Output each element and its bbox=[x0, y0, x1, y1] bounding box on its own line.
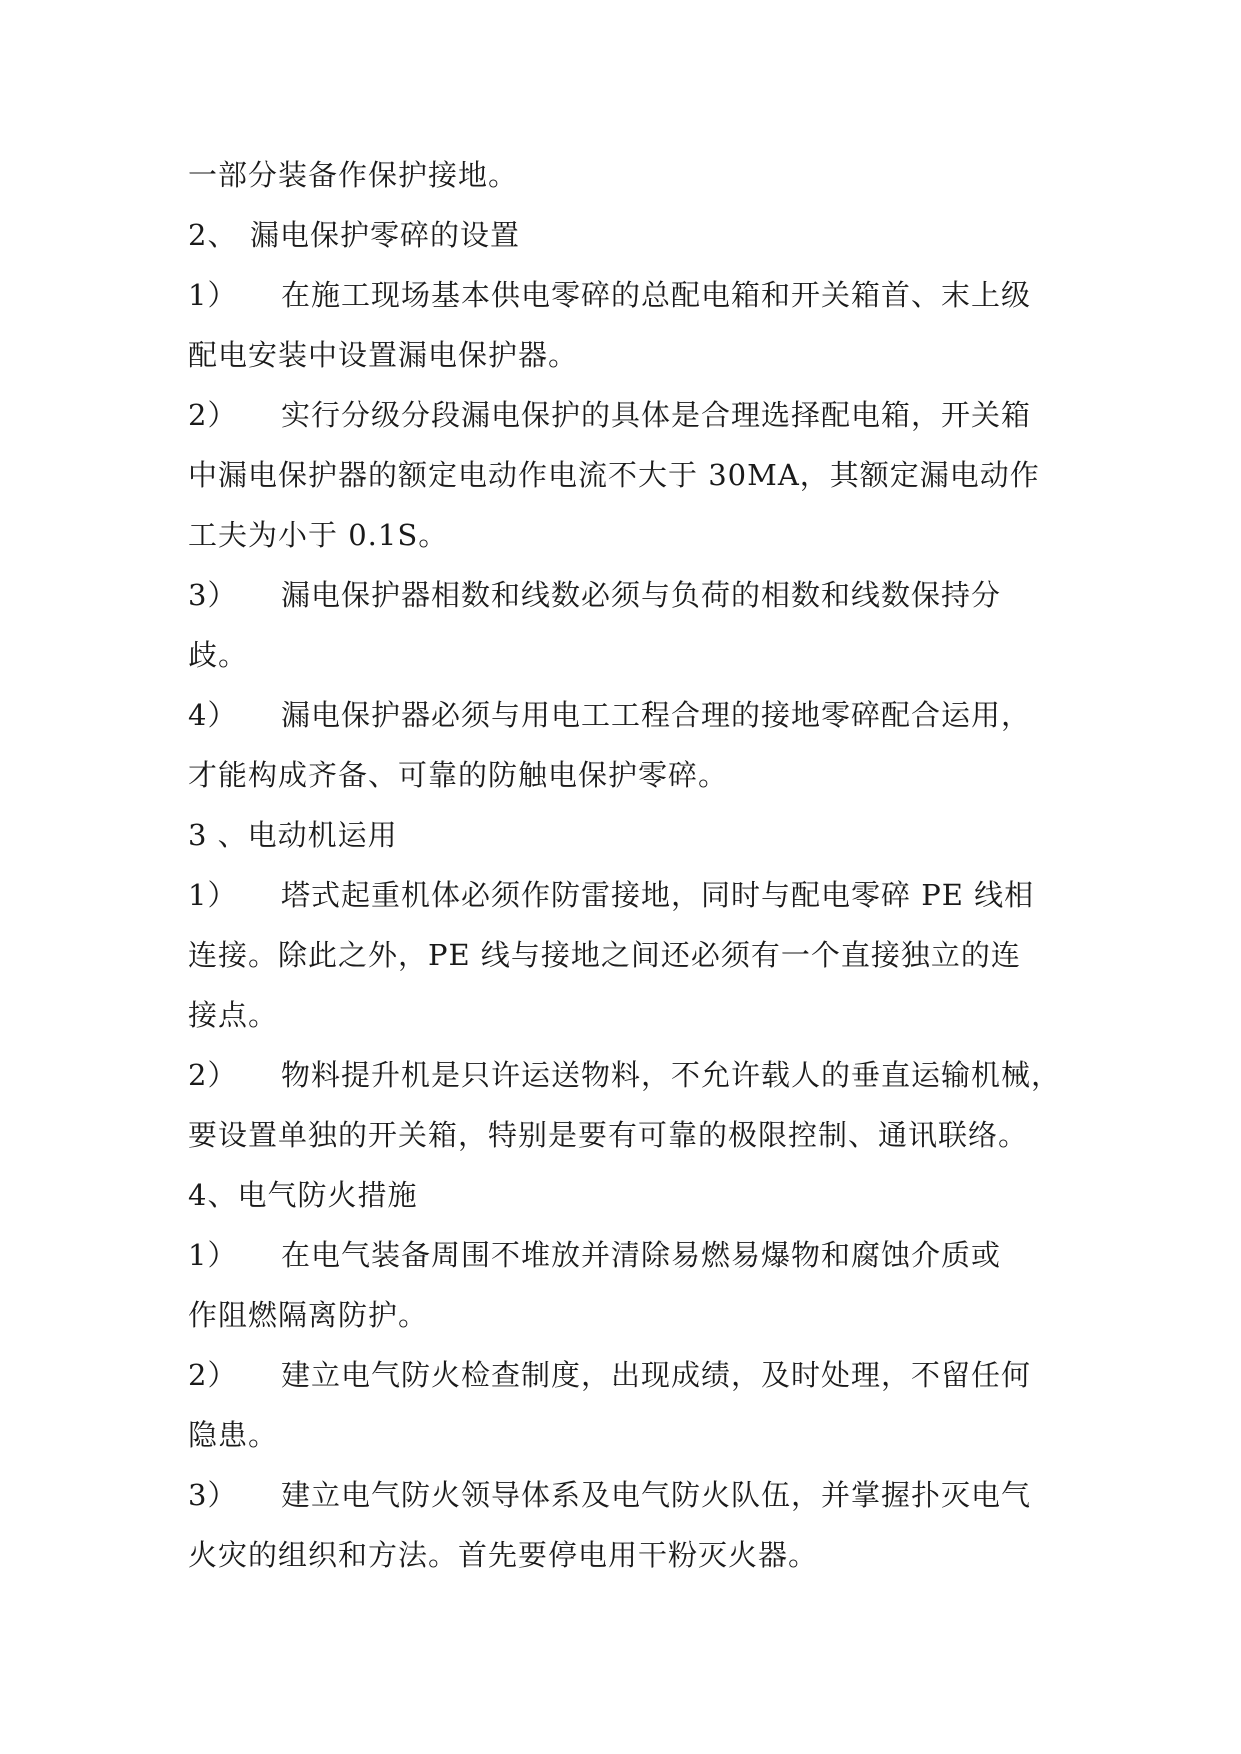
text-line bbox=[188, 1465, 1058, 1525]
item-number: 1） bbox=[188, 1238, 238, 1272]
line-text: 一部分装备作保护接地。 bbox=[188, 158, 519, 192]
text-line bbox=[188, 805, 1058, 865]
line-text: 漏电保护器相数和线数必须与负荷的相数和线数保持分 bbox=[281, 578, 1002, 612]
line-text: 在施工现场基本供电零碎的总配电箱和开关箱首、末上级 bbox=[281, 278, 1032, 312]
text-line bbox=[188, 745, 1058, 805]
line-text: 中漏电保护器的额定电动作电流不大于 30MA，其额定漏电动作 bbox=[188, 458, 1040, 492]
line-text: 漏电保护器必须与用电工工程合理的接地零碎配合运用， bbox=[281, 698, 1032, 732]
text-line bbox=[188, 1525, 1058, 1585]
item-number: 1） bbox=[188, 278, 238, 312]
line-text: 才能构成齐备、可靠的防触电保护零碎。 bbox=[188, 758, 729, 792]
item-number: 4） bbox=[188, 698, 238, 732]
text-line bbox=[188, 1105, 1058, 1165]
line-text: 建立电气防火检查制度，出现成绩，及时处理，不留任何 bbox=[281, 1358, 1032, 1392]
text-line bbox=[188, 1405, 1058, 1465]
line-text: 隐患。 bbox=[188, 1418, 279, 1452]
item-number: 2） bbox=[188, 398, 238, 432]
text-line bbox=[188, 625, 1058, 685]
text-line bbox=[188, 265, 1058, 325]
line-text: 建立电气防火领导体系及电气防火队伍，并掌握扑灭电气 bbox=[281, 1478, 1032, 1512]
text-line bbox=[188, 445, 1058, 505]
line-text: 工夫为小于 0.1S。 bbox=[188, 518, 449, 552]
line-text: 物料提升机是只许运送物料，不允许载人的垂直运输机械， bbox=[281, 1058, 1062, 1092]
document-body bbox=[188, 145, 1062, 1585]
text-line bbox=[188, 325, 1058, 385]
line-text: 塔式起重机体必须作防雷接地，同时与配电零碎 PE 线相 bbox=[281, 878, 1035, 912]
line-text: 作阻燃隔离防护。 bbox=[188, 1298, 429, 1332]
text-line bbox=[188, 865, 1058, 925]
item-number: 2） bbox=[188, 1058, 238, 1092]
text-line bbox=[188, 1165, 1058, 1225]
item-number: 1） bbox=[188, 878, 238, 912]
line-text: 4、电气防火措施 bbox=[188, 1178, 418, 1212]
text-line bbox=[188, 505, 1058, 565]
item-number: 3） bbox=[188, 1478, 238, 1512]
line-text: 要设置单独的开关箱，特别是要有可靠的极限控制、通讯联络。 bbox=[188, 1118, 1029, 1152]
text-line bbox=[188, 1345, 1058, 1405]
line-text: 在电气装备周围不堆放并清除易燃易爆物和腐蚀介质或 bbox=[281, 1238, 1002, 1272]
line-text: 实行分级分段漏电保护的具体是合理选择配电箱，开关箱 bbox=[281, 398, 1032, 432]
line-text: 配电安装中设置漏电保护器。 bbox=[188, 338, 579, 372]
text-line bbox=[188, 145, 1058, 205]
line-text: 火灾的组织和方法。首先要停电用干粉灭火器。 bbox=[188, 1538, 819, 1572]
text-line bbox=[188, 205, 1058, 265]
line-text: 漏电保护零碎的设置 bbox=[250, 218, 521, 252]
line-text: 歧。 bbox=[188, 638, 249, 672]
line-text: 3 、电动机运用 bbox=[188, 818, 398, 852]
text-line bbox=[188, 385, 1058, 445]
text-line bbox=[188, 565, 1058, 625]
line-text: 连接。除此之外，PE 线与接地之间还必须有一个直接独立的连 bbox=[188, 938, 1021, 972]
text-line bbox=[188, 925, 1058, 985]
item-number: 2） bbox=[188, 1358, 238, 1392]
text-line bbox=[188, 1285, 1058, 1345]
text-line bbox=[188, 985, 1058, 1045]
item-number: 3） bbox=[188, 578, 238, 612]
item-number: 2、 bbox=[188, 218, 238, 252]
text-line bbox=[188, 685, 1058, 745]
text-line bbox=[188, 1225, 1058, 1285]
text-line bbox=[188, 1045, 1062, 1105]
line-text: 接点。 bbox=[188, 998, 279, 1032]
